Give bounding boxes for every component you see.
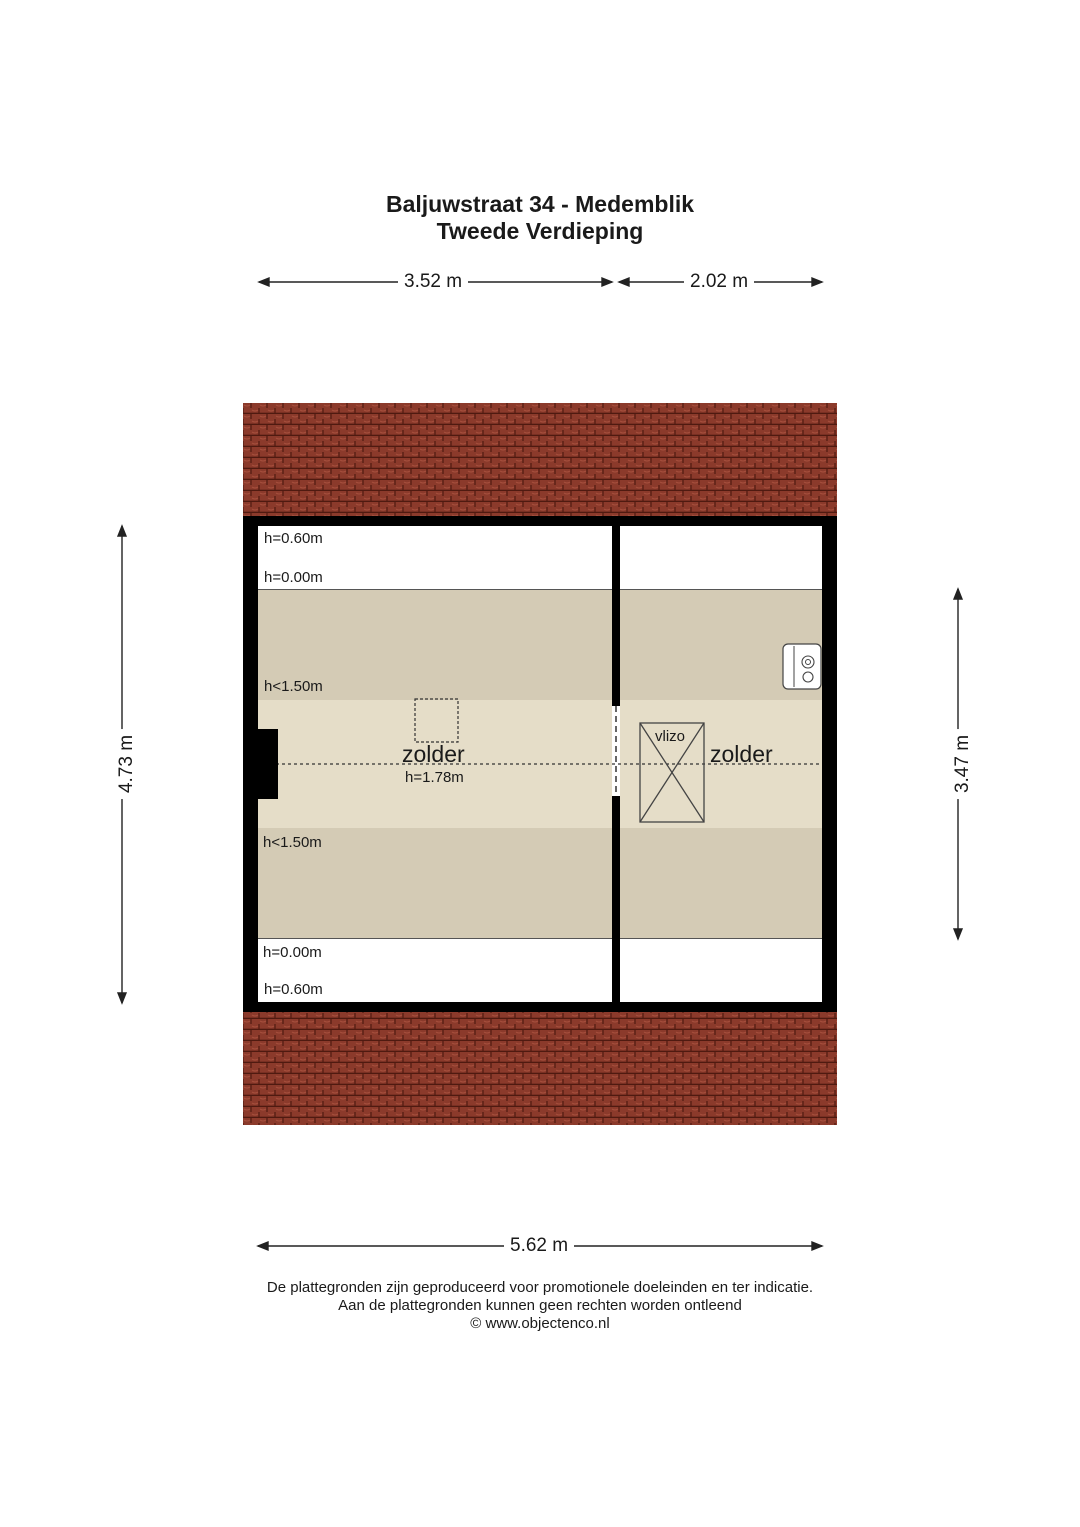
disclaimer-line-2: Aan de plattegronden kunnen geen rechten worden ontleend (338, 1297, 742, 1314)
height-label: h=0.60m (264, 530, 323, 547)
address-title: Baljuwstraat 34 - Medemblik (385, 191, 695, 217)
roof-top (243, 403, 837, 517)
dimension-top-right: 2.02 m (684, 271, 754, 293)
copyright: © www.objectenco.nl (470, 1315, 610, 1332)
dimension-bottom-width: 5.62 m (504, 1235, 574, 1257)
hatch-label: vlizo (655, 728, 686, 745)
roof-bottom (243, 1011, 837, 1125)
dimension-top-left: 3.52 m (398, 271, 468, 293)
room-name-left: zolder (402, 741, 465, 767)
floor-title: Tweede Verdieping (436, 218, 644, 244)
height-label: h<1.50m (263, 834, 322, 851)
height-label: h=0.00m (263, 944, 322, 961)
chimney (258, 729, 278, 799)
height-label: h<1.50m (264, 678, 323, 695)
room-name-right: zolder (710, 741, 773, 767)
disclaimer-line-1: De plattegronden zijn geproduceerd voor promotionele doeleinden en ter indicatie. (266, 1279, 814, 1296)
dimension-right-height: 3.47 m (952, 729, 974, 799)
dimension-left-height: 4.73 m (116, 729, 138, 799)
boiler-icon (783, 644, 821, 689)
height-label: h=0.60m (264, 981, 323, 998)
height-label: h=0.00m (264, 569, 323, 586)
ceiling-height: h=1.78m (405, 769, 464, 786)
